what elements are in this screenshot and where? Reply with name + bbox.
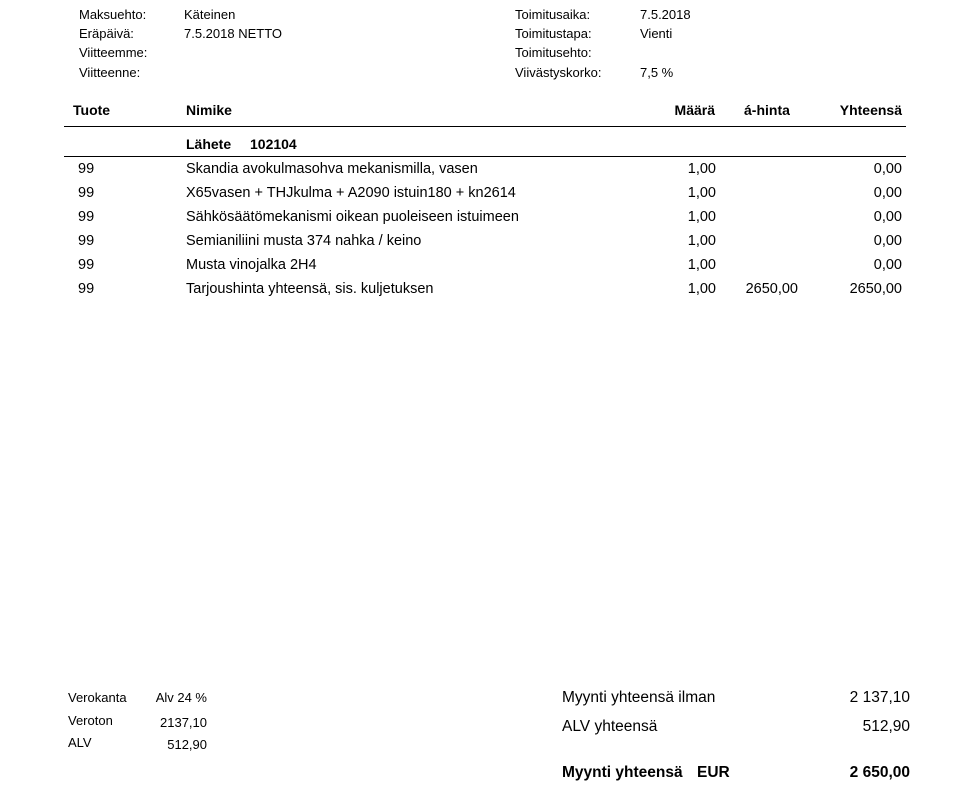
row-name: Skandia avokulmasohva mekanismilla, vasen bbox=[186, 161, 478, 177]
col-header-unit-price: á-hinta bbox=[744, 102, 790, 118]
header-divider bbox=[64, 126, 906, 127]
grand-total-value: 2 650,00 bbox=[849, 764, 910, 781]
row-total: 0,00 bbox=[873, 233, 902, 249]
row-qty: 1,00 bbox=[687, 281, 716, 297]
col-header-product: Tuote bbox=[73, 102, 111, 118]
row-total: 0,00 bbox=[873, 185, 902, 201]
info-value-payment-terms: Käteinen bbox=[184, 7, 236, 22]
info-label-delivery-method: Toimitustapa: bbox=[515, 26, 592, 41]
vat-net-label: Veroton bbox=[68, 713, 113, 728]
row-name: Sähkösäätömekanismi oikean puoleiseen istuimeen bbox=[186, 209, 519, 225]
info-value-late-interest: 7,5 % bbox=[640, 65, 674, 80]
grand-total-label: Myynti yhteensä bbox=[562, 764, 683, 781]
row-product: 99 bbox=[78, 281, 95, 297]
row-name: Semianiliini musta 374 nahka / keino bbox=[186, 233, 422, 249]
row-product: 99 bbox=[78, 257, 95, 273]
row-qty: 1,00 bbox=[687, 161, 716, 177]
total-vat-value: 512,90 bbox=[862, 718, 910, 735]
col-header-name: Nimike bbox=[186, 102, 232, 118]
group-divider bbox=[64, 156, 906, 157]
row-qty: 1,00 bbox=[687, 185, 716, 201]
row-name: X65vasen + THJkulma + A2090 istuin180 + kn2614 bbox=[186, 185, 516, 201]
row-name: Tarjoushinta yhteensä, sis. kuljetuksen bbox=[186, 281, 434, 297]
total-net-value: 2 137,10 bbox=[849, 689, 910, 706]
info-label-delivery-time: Toimitusaika: bbox=[515, 7, 591, 22]
row-qty: 1,00 bbox=[687, 257, 716, 273]
vat-rate-value: Alv 24 % bbox=[155, 690, 207, 705]
row-total: 0,00 bbox=[873, 209, 902, 225]
info-value-due-date: 7.5.2018 NETTO bbox=[184, 26, 283, 41]
grand-total-currency: EUR bbox=[697, 764, 730, 781]
vat-net-value: 2137,10 bbox=[160, 715, 207, 730]
col-header-total: Yhteensä bbox=[839, 102, 902, 118]
info-value-delivery-method: Vienti bbox=[640, 26, 673, 41]
info-value-delivery-time: 7.5.2018 bbox=[640, 7, 691, 22]
row-product: 99 bbox=[78, 185, 95, 201]
row-product: 99 bbox=[78, 209, 95, 225]
row-qty: 1,00 bbox=[687, 209, 716, 225]
info-label-payment-terms: Maksuehto: bbox=[79, 7, 147, 22]
group-number: 102104 bbox=[250, 136, 297, 152]
row-qty: 1,00 bbox=[687, 233, 716, 249]
total-vat-label: ALV yhteensä bbox=[562, 718, 658, 735]
info-label-our-reference: Viitteemme: bbox=[79, 45, 148, 60]
info-label-delivery-terms: Toimitusehto: bbox=[515, 45, 592, 60]
group-label: Lähete bbox=[186, 136, 232, 152]
row-product: 99 bbox=[78, 161, 95, 177]
total-net-label: Myynti yhteensä ilman bbox=[562, 689, 716, 706]
row-total: 0,00 bbox=[873, 161, 902, 177]
row-name: Musta vinojalka 2H4 bbox=[186, 257, 317, 273]
vat-amount-value: 512,90 bbox=[167, 737, 207, 752]
row-product: 99 bbox=[78, 233, 95, 249]
col-header-qty: Määrä bbox=[674, 102, 715, 118]
info-label-late-interest: Viivästyskorko: bbox=[515, 65, 602, 80]
info-label-due-date: Eräpäivä: bbox=[79, 26, 134, 41]
row-total: 0,00 bbox=[873, 257, 902, 273]
info-label-your-reference: Viitteenne: bbox=[79, 65, 141, 80]
row-unit-price: 2650,00 bbox=[745, 281, 798, 297]
row-total: 2650,00 bbox=[849, 281, 902, 297]
vat-rate-label: Verokanta bbox=[68, 690, 127, 705]
vat-amount-label: ALV bbox=[68, 735, 92, 750]
